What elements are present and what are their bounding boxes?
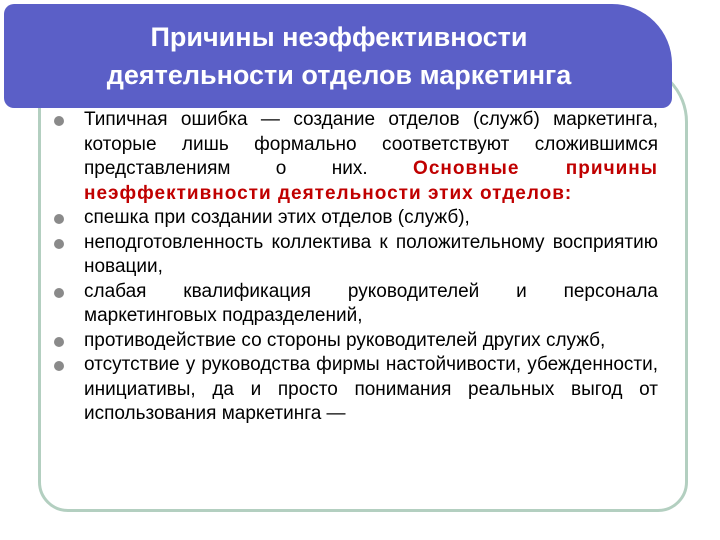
list-item (58, 231, 658, 280)
bullet-icon (54, 337, 64, 347)
list-item (58, 280, 658, 329)
slide-title (24, 18, 654, 94)
bullet-icon (54, 239, 64, 249)
title-line-1: Причины неэффективности (150, 22, 528, 52)
bullet-icon (54, 214, 64, 224)
bullet-icon (54, 116, 64, 126)
bullet-list-container (58, 108, 658, 427)
list-item-text: Типичная ошибка — создание отделов (служб) маркетинга, которые лишь формально соответствуют сложившимся представлениям о них. (84, 109, 658, 179)
list-item (58, 353, 658, 427)
bullet-list (58, 108, 658, 427)
highlight-text: Основные причины неэффективности деятельности этих отделов: (84, 158, 658, 204)
list-item-text: неподготовленность коллектива к положительному восприятию новации, (84, 231, 658, 277)
list-item-text: спешка при создании этих отделов (служб), (84, 207, 470, 228)
list-item-text: противодействие со стороны руководителей других служб, (84, 329, 606, 351)
list-item-text: отсутствие у руководства фирмы настойчивости, убежденности, инициативы, да и просто понимания реальных выгод от использования маркетинга — (84, 354, 658, 424)
title-line-2: деятельности отделов маркетинга (106, 60, 572, 90)
title-bar (4, 4, 672, 108)
list-item-text: слабая квалификация руководителей и персонала маркетинговых подразделений, (84, 280, 658, 326)
list-item (58, 108, 658, 206)
list-item (58, 329, 658, 354)
list-item (58, 206, 658, 231)
bullet-icon (54, 288, 64, 298)
bullet-icon (54, 361, 64, 371)
